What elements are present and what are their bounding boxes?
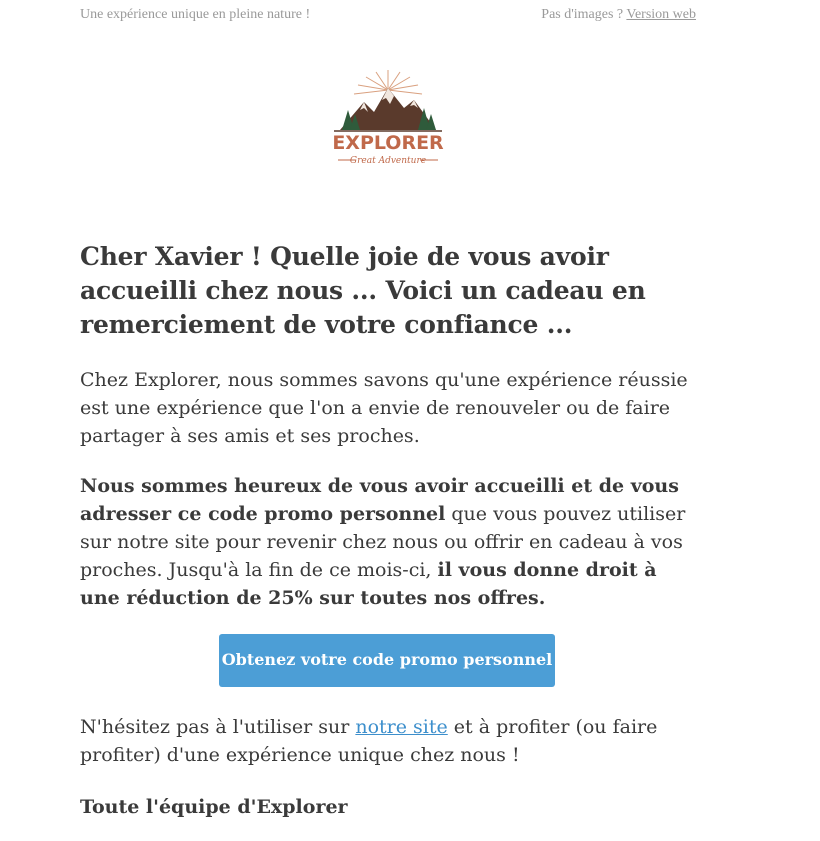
logo-brand-text: EXPLORER	[332, 132, 444, 154]
promo-bold-text: Nous sommes heureux de vous avoir accueilli et de vous adresser ce code promo personnel	[80, 475, 679, 525]
closing-text-after: et à profiter (ou faire profiter) d'une expérience unique chez nous !	[80, 716, 658, 766]
logo-subtitle-text: Great Adventure	[349, 156, 427, 166]
email-body	[80, 240, 700, 821]
logo-graphic	[330, 66, 446, 170]
web-version-link[interactable]: Version web	[626, 7, 696, 22]
promo-text: que vous pouvez utiliser sur notre site pour revenir chez nous ou offrir en cadeau à vos proches. Jusqu'à la fin de ce mois-ci,	[80, 503, 686, 581]
intro-paragraph: Chez Explorer, nous sommes savons qu'une expérience réussie est une expérience que l'on a envie de renouveler ou de faire partager à ses amis et ses proches.	[80, 369, 688, 447]
no-images-text: Pas d'images ?	[541, 7, 627, 22]
get-promo-code-button[interactable]: Obtenez votre code promo personnel	[219, 634, 555, 687]
page-title: Cher Xavier ! Quelle joie de vous avoir accueilli chez nous ... Voici un cadeau en remerciement de votre confiance ...	[80, 242, 646, 339]
closing-text-before: N'hésitez pas à l'utiliser sur	[80, 716, 356, 738]
preheader-web-version	[541, 7, 696, 23]
promo-discount-text: il vous donne droit à une réduction de 25% sur toutes nos offres.	[80, 559, 657, 609]
preheader-tagline: Une expérience unique en pleine nature !	[80, 7, 311, 22]
promo-paragraph	[80, 472, 700, 612]
our-site-link[interactable]: notre site	[355, 716, 448, 738]
cta-container	[80, 634, 694, 687]
preheader	[80, 7, 696, 23]
signature: Toute l'équipe d'Explorer	[80, 796, 348, 818]
explorer-logo[interactable]	[330, 66, 446, 170]
closing-paragraph	[80, 713, 700, 769]
